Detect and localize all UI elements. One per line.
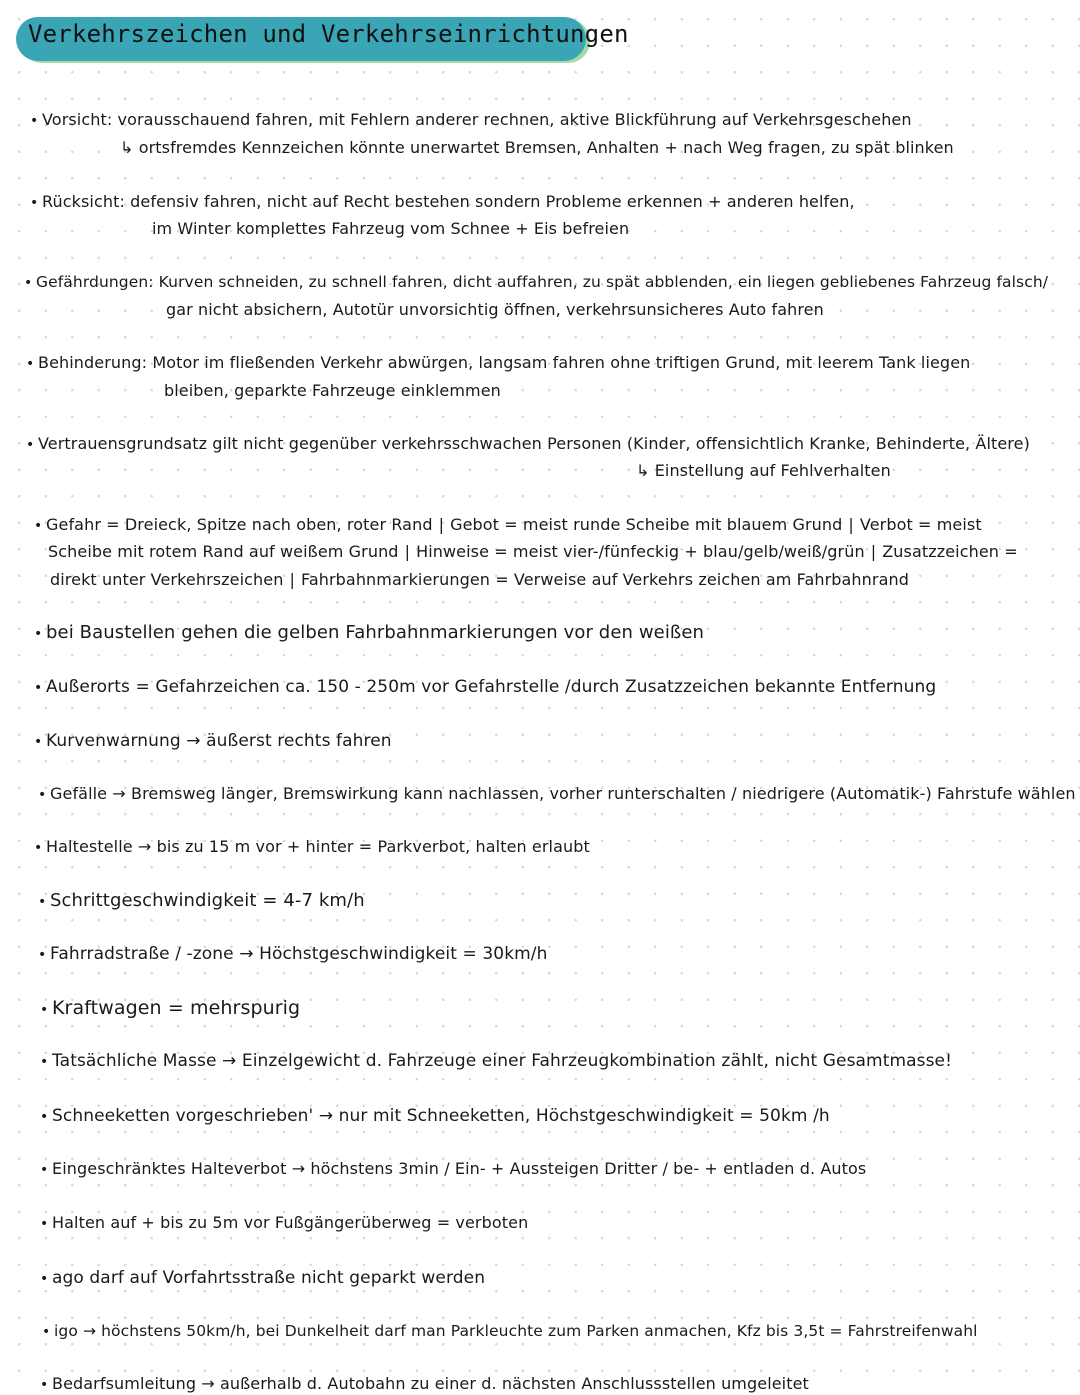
note-vertrauensgrundsatz-detail: ↳ Einstellung auf Fehlverhalten bbox=[636, 461, 891, 480]
note-text: Haltestelle → bis zu 15 m vor + hinter = Parkverbot, halten erlaubt bbox=[46, 837, 590, 856]
bullet: • bbox=[40, 1162, 49, 1178]
note-kurvenwarnung bbox=[34, 730, 392, 753]
note-behinderung bbox=[26, 353, 970, 374]
note-vorsicht-detail: ↳ ortsfremdes Kennzeichen könnte unerwartet Bremsen, Anhalten + nach Weg fragen, zu spät blinken bbox=[120, 138, 954, 157]
bullet: • bbox=[40, 1216, 49, 1232]
note-schneeketten bbox=[40, 1105, 830, 1128]
note-ruecksicht bbox=[30, 192, 855, 213]
note-text: bei Baustellen gehen die gelben Fahrbahnmarkierungen vor den weißen bbox=[46, 622, 705, 643]
note-vertrauensgrundsatz bbox=[26, 434, 1030, 455]
note-tatsaechliche-masse bbox=[40, 1050, 952, 1073]
note-text: Eingeschränktes Halteverbot → höchstens 3min / Ein- + Aussteigen Dritter / be- + entladen d. Autos bbox=[52, 1159, 867, 1178]
note-text: Vorsicht: vorausschauend fahren, mit Fehlern anderer rechnen, aktive Blickführung auf Verkehrsgeschehen bbox=[42, 110, 912, 129]
note-text: Schrittgeschwindigkeit = 4-7 km/h bbox=[50, 890, 365, 911]
note-gefaelle bbox=[38, 784, 1076, 805]
gefahr-definition-cont: Scheibe mit rotem Rand auf weißem Grund bbox=[48, 542, 399, 561]
verbot-definition: Verbot = meist bbox=[859, 515, 982, 534]
note-schrittgeschwindigkeit bbox=[38, 890, 365, 913]
note-text: Gefälle → Bremsweg länger, Bremswirkung kann nachlassen, vorher runterschalten / niedrigere (Automatik-) Fahrstufe wählen bbox=[50, 784, 1076, 803]
note-zeichen-row1 bbox=[34, 515, 982, 536]
note-text: Fahrradstraße / -zone → Höchstgeschwindigkeit = 30km/h bbox=[50, 944, 548, 964]
bullet: • bbox=[30, 113, 39, 129]
note-bedarfsumleitung bbox=[40, 1374, 809, 1395]
note-text: Außerorts = Gefahrzeichen ca. 150 - 250m vor Gefahrstelle /durch Zusatzzeichen bekannte Entfernung bbox=[46, 677, 937, 697]
fahrbahnmarkierungen-definition: Fahrbahnmarkierungen = Verweise auf Verkehrs zeichen am Fahrbahnrand bbox=[301, 570, 909, 589]
note-gefaehrdungen bbox=[24, 272, 1048, 293]
bullet: • bbox=[24, 275, 33, 291]
note-igo bbox=[42, 1321, 978, 1342]
column-separator: | bbox=[289, 570, 295, 589]
note-ago bbox=[40, 1267, 485, 1290]
note-haltestelle bbox=[34, 837, 590, 858]
bullet: • bbox=[40, 1271, 49, 1287]
zusatzzeichen-definition-cont: direkt unter Verkehrszeichen bbox=[50, 570, 284, 589]
column-separator: | bbox=[404, 542, 411, 561]
gefahr-definition: Gefahr = Dreieck, Spitze nach oben, roter Rand bbox=[46, 515, 433, 534]
bullet: • bbox=[40, 1109, 49, 1125]
bullet: • bbox=[34, 626, 43, 642]
bullet: • bbox=[40, 1002, 49, 1018]
note-zeichen-row3 bbox=[50, 570, 909, 590]
note-text: Gefährdungen: Kurven schneiden, zu schnell fahren, dicht auffahren, zu spät abblenden, ein liegen gebliebenes Fahrzeug falsch/ bbox=[36, 273, 1049, 291]
bullet: • bbox=[38, 947, 47, 963]
note-baustellen bbox=[34, 622, 704, 645]
bullet: • bbox=[34, 840, 43, 856]
note-text: Tatsächliche Masse → Einzelgewicht d. Fahrzeuge einer Fahrzeugkombination zählt, nicht Gesamtmasse! bbox=[52, 1051, 953, 1071]
bullet: • bbox=[42, 1324, 51, 1340]
bullet: • bbox=[30, 195, 39, 211]
bullet: • bbox=[40, 1054, 49, 1070]
bullet: • bbox=[26, 356, 35, 372]
note-text: Bedarfsumleitung → außerhalb d. Autobahn zu einer d. nächsten Anschlussstellen umgeleitet bbox=[52, 1374, 809, 1393]
bullet: • bbox=[26, 437, 35, 453]
note-text: Vertrauensgrundsatz gilt nicht gegenüber verkehrsschwachen Personen (Kinder, offensichtlich Kranke, Behinderte, Ältere) bbox=[38, 434, 1030, 453]
bullet: • bbox=[34, 734, 43, 750]
bullet: • bbox=[34, 680, 43, 696]
column-separator: | bbox=[438, 515, 445, 534]
bullet: • bbox=[38, 787, 47, 803]
note-text: Halten auf + bis zu 5m vor Fußgängerüberweg = verboten bbox=[52, 1213, 529, 1232]
bullet: • bbox=[40, 1377, 49, 1393]
note-halteverbot bbox=[40, 1159, 866, 1180]
note-text: Kraftwagen = mehrspurig bbox=[52, 997, 301, 1019]
note-behinderung-detail: bleiben, geparkte Fahrzeuge einklemmen bbox=[164, 381, 501, 400]
page-title: Verkehrszeichen und Verkehrseinrichtungen bbox=[28, 20, 629, 48]
note-text: Rücksicht: defensiv fahren, nicht auf Recht bestehen sondern Probleme erkennen + anderen helfen, bbox=[42, 192, 855, 211]
note-text: Behinderung: Motor im fließenden Verkehr abwürgen, langsam fahren ohne triftigen Grund, mit leerem Tank liegen bbox=[38, 353, 971, 372]
bullet: • bbox=[34, 518, 43, 534]
gebot-definition: Gebot = meist runde Scheibe mit blauem Grund bbox=[450, 515, 843, 534]
bullet: • bbox=[38, 894, 47, 910]
column-separator: | bbox=[848, 515, 854, 534]
note-text: igo → höchstens 50km/h, bei Dunkelheit darf man Parkleuchte zum Parken anmachen, Kfz bis 3,5t = Fahrstreifenwahl bbox=[54, 1322, 978, 1340]
note-halten-fussgaenger bbox=[40, 1213, 528, 1234]
hinweise-definition: Hinweise = meist vier-/fünfeckig + blau/gelb/weiß/grün bbox=[416, 542, 865, 561]
note-kraftwagen bbox=[40, 996, 300, 1022]
note-gefaehrdungen-detail: gar nicht absichern, Autotür unvorsichtig öffnen, verkehrsunsicheres Auto fahren bbox=[166, 300, 824, 319]
zusatzzeichen-definition: Zusatzzeichen = bbox=[882, 542, 1018, 561]
note-fahrradstrasse bbox=[38, 943, 548, 966]
column-separator: | bbox=[870, 542, 877, 561]
note-text: Schneeketten vorgeschrieben' → nur mit Schneeketten, Höchstgeschwindigkeit = 50km /h bbox=[52, 1106, 830, 1126]
note-ausserorts bbox=[34, 676, 936, 699]
note-zeichen-row2 bbox=[48, 542, 1018, 562]
note-vorsicht bbox=[30, 110, 912, 131]
note-text: Kurvenwarnung → äußerst rechts fahren bbox=[46, 731, 392, 751]
note-text: ago darf auf Vorfahrtsstraße nicht geparkt werden bbox=[52, 1268, 486, 1288]
note-ruecksicht-detail: im Winter komplettes Fahrzeug vom Schnee + Eis befreien bbox=[152, 219, 630, 238]
